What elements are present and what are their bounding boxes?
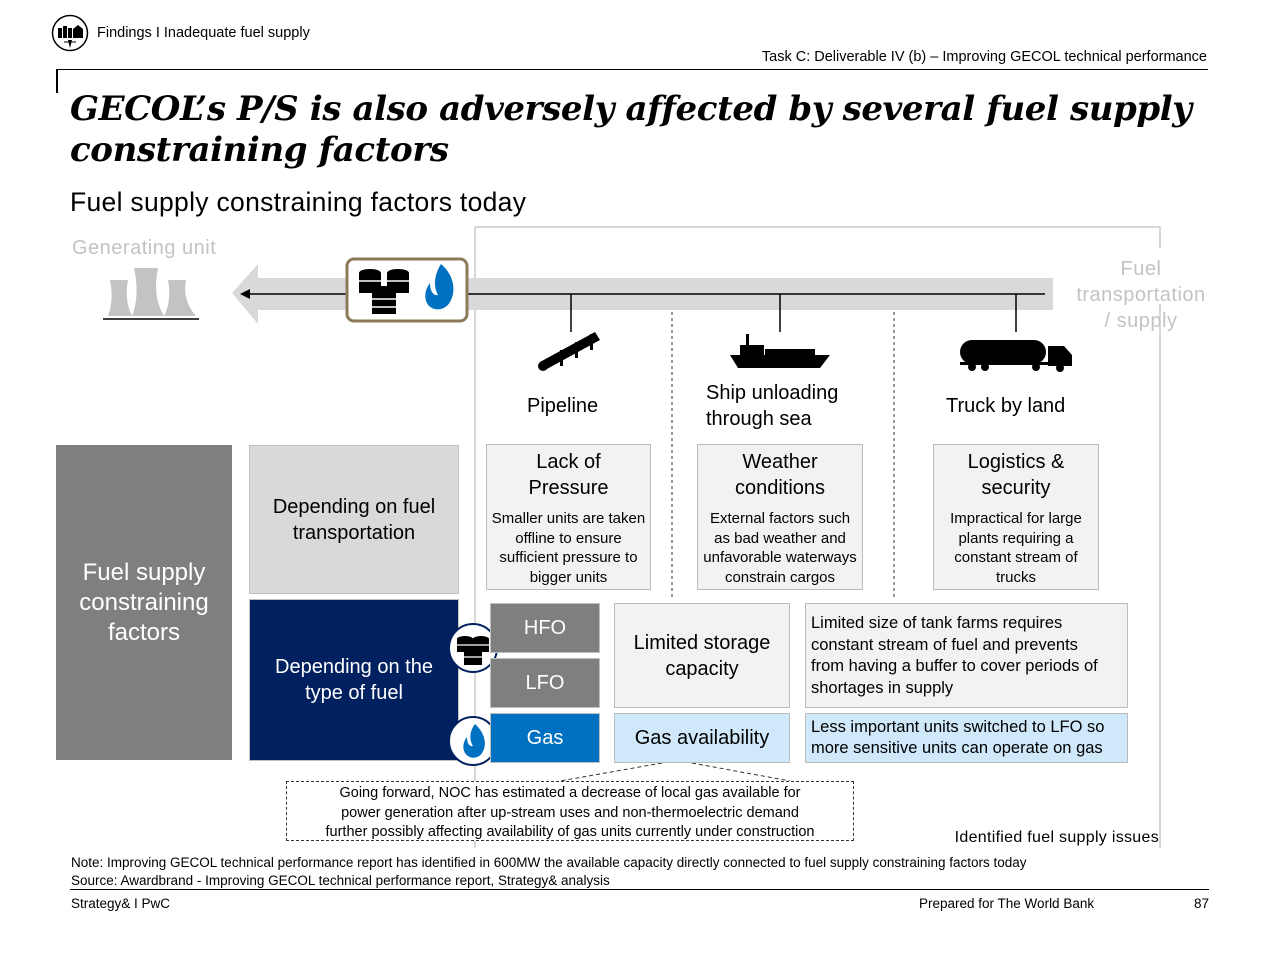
issue-body-logistics: [934, 509, 1098, 587]
storage-desc-line3: from having a buffer to cover periods of: [811, 657, 1098, 675]
issue-body-weather: [698, 509, 862, 587]
issue-body-logistics-line2: plants requiring a: [958, 529, 1074, 547]
issue-box-logistics: [933, 444, 1099, 590]
cooling-towers-icon: [108, 268, 196, 316]
issue-title-logistics-line1: Logistics &: [967, 451, 1065, 473]
storage-desc-line1: Limited size of tank farms requires: [811, 614, 1063, 632]
task-label: Task C: Deliverable IV (b) – Improving GECOL technical performance: [761, 49, 1207, 65]
category-fuel-type: [249, 599, 459, 761]
panel-line1: Fuel supply: [82, 558, 206, 586]
storage-capacity-line1: Limited storage: [633, 631, 771, 654]
panel-line3: factors: [107, 618, 180, 646]
issue-body-logistics-line1: Impractical for large: [950, 510, 1082, 527]
storage-capacity-box: [614, 603, 790, 708]
mode-label-truck: Truck by land: [946, 395, 1066, 417]
issue-body-logistics-line4: trucks: [995, 568, 1036, 586]
storage-desc-box: [805, 603, 1128, 708]
footer-center: Prepared for The World Bank: [919, 896, 1095, 911]
issue-body-pressure-line4: bigger units: [529, 568, 608, 586]
issue-title-weather: [698, 449, 862, 501]
footer-left: Strategy& I PwC: [71, 896, 171, 911]
category-transport: [249, 445, 459, 594]
pipeline-icon: [538, 332, 600, 371]
gas-desc-box: [805, 713, 1128, 763]
issue-title-pressure-line1: Lack of: [536, 451, 601, 473]
storage-desc-line4: shortages in supply: [811, 678, 954, 697]
category-fuel-type-line1: Depending on the: [275, 656, 433, 678]
fuel-transport-line1: Fuel: [1120, 258, 1162, 280]
mode-label-ship: [706, 380, 838, 432]
issue-title-logistics: [934, 449, 1098, 501]
callout-connector-left: [560, 763, 662, 781]
callout-connector-right: [692, 763, 790, 781]
issue-body-weather-line1: External factors such: [709, 510, 851, 527]
page-title-line1: GECOL’s P/S is also adversely affected by several fuel supply: [70, 89, 1192, 129]
fuel-type-lfo: LFO: [490, 658, 600, 708]
issue-body-pressure-line2: offline to ensure: [515, 529, 622, 547]
gas-desc-line2: more sensitive units can operate on gas: [811, 739, 1103, 757]
issue-box-pressure: [486, 444, 651, 590]
category-transport-line2: transportation: [292, 521, 416, 544]
storage-desc-line2: constant stream of fuel and prevents: [811, 635, 1078, 654]
category-fuel-type-line2: type of fuel: [305, 682, 403, 704]
source-text: Source: Awardbrand - Improving GECOL technical performance report, Strategy& analysis: [71, 873, 610, 888]
identified-issues-label: Identified fuel supply issues: [954, 829, 1159, 846]
issue-body-weather-line4: constrain cargos: [724, 568, 836, 586]
page-subtitle: Fuel supply constraining factors today: [70, 187, 527, 217]
mode-label-ship-line2: through sea: [706, 408, 812, 430]
mode-label-pipeline: Pipeline: [527, 395, 599, 417]
page-number: 87: [1193, 896, 1209, 911]
callout-line3: further possibly affecting availability of gas units currently under construction: [325, 824, 815, 840]
truck-icon: [960, 340, 1072, 372]
footer-divider: [70, 889, 1209, 890]
issue-title-logistics-line2: security: [981, 477, 1051, 499]
issue-body-pressure: [487, 509, 650, 587]
fuel-transport-label: [1066, 256, 1216, 334]
storage-capacity-line2: capacity: [665, 657, 739, 680]
category-transport-line1: Depending on fuel: [272, 495, 436, 518]
callout-line2: power generation after up-stream uses and non-thermoelectric demand: [341, 804, 799, 821]
callout-line1: Going forward, NOC has estimated a decrease of local gas available for: [339, 785, 801, 801]
gas-availability-box: Gas availability: [614, 713, 790, 763]
page-title-line2: constraining factors: [70, 130, 449, 170]
issue-body-weather-line3: unfavorable waterways: [703, 549, 857, 566]
fuel-constraints-panel: [56, 445, 232, 760]
fuel-type-gas: Gas: [490, 713, 600, 763]
fuel-transport-line3: / supply: [1104, 310, 1178, 332]
section-label: Findings I Inadequate fuel supply: [97, 25, 310, 41]
fuel-transport-line2: transportation: [1076, 284, 1206, 306]
issue-title-weather-line1: Weather: [742, 451, 818, 473]
note-text: Note: Improving GECOL technical performance report has identified in 600MW the available capacity directly connected to fuel supply constraining factors today: [71, 855, 1027, 870]
mode-label-ship-line1: Ship unloading: [706, 382, 839, 404]
issue-body-pressure-line1: Smaller units are taken: [491, 510, 646, 527]
issue-body-weather-line2: as bad weather and: [714, 529, 846, 547]
panel-line2: constraining: [79, 588, 209, 616]
issue-title-pressure-line2: Pressure: [528, 477, 609, 499]
gas-outlook-callout: [286, 781, 854, 841]
issue-body-pressure-line3: sufficient pressure to: [499, 549, 638, 566]
fuel-type-hfo: HFO: [490, 603, 600, 653]
ship-icon: [730, 334, 830, 368]
gas-desc-line1: Less important units switched to LFO so: [811, 718, 1105, 736]
issue-title-pressure: [487, 449, 650, 501]
issue-box-weather: [697, 444, 863, 590]
generating-unit-label: Generating unit: [72, 237, 217, 259]
issue-body-logistics-line3: constant stream of: [954, 549, 1078, 566]
issue-title-weather-line2: conditions: [734, 477, 826, 499]
